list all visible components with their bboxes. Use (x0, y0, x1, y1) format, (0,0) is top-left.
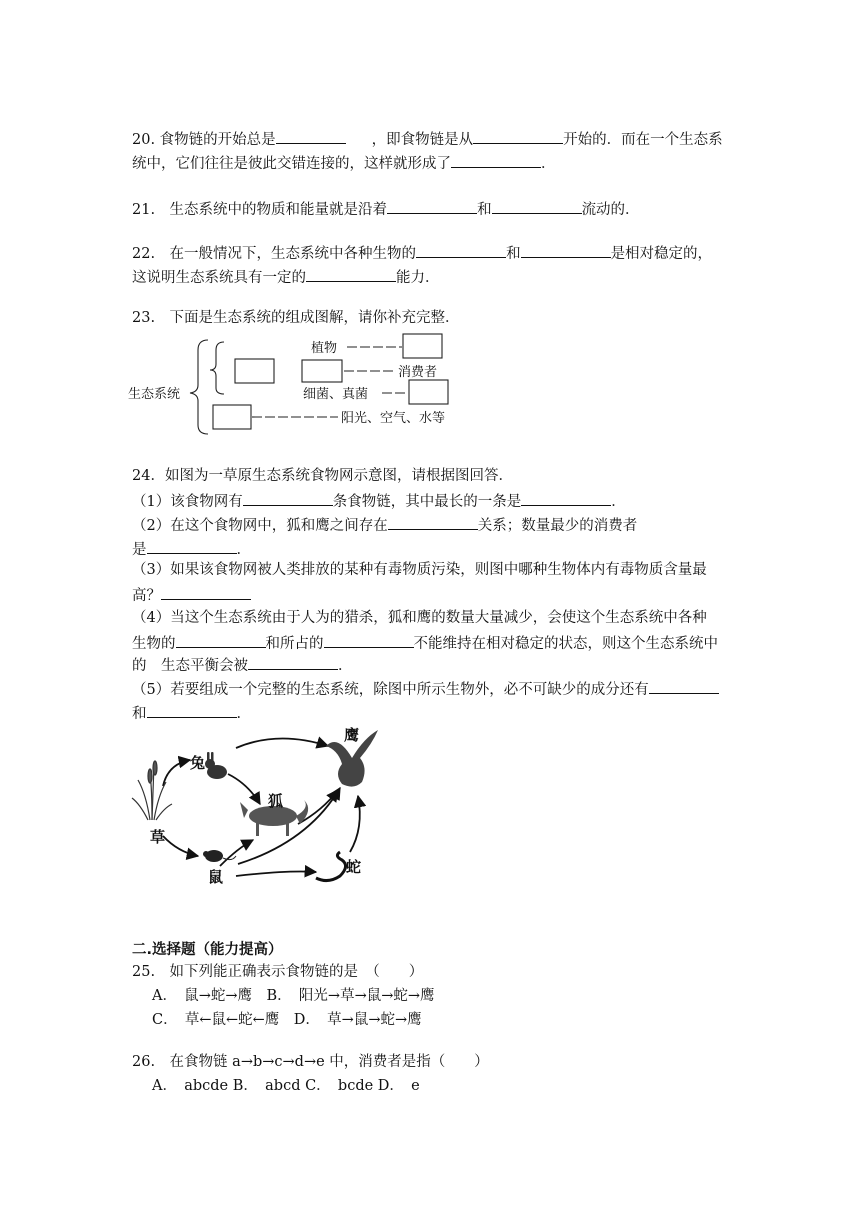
q21-blank-1[interactable] (387, 198, 477, 214)
diagram-abiotic-label: 阳光、空气、水等 (341, 411, 446, 426)
q23-text: 23. 下面是生态系统的组成图解，请你补充完整． (132, 310, 460, 326)
web-label-fox: 狐 (268, 792, 284, 810)
arrow-mouse-snake (236, 872, 316, 877)
section-heading: 二.选择题（能力提高） (132, 942, 283, 958)
q20-line2: 统中，它们往往是彼此交错连接的，这样就形成了 ． (132, 152, 556, 174)
q22-line2: 这说明生态系统具有一定的 能力． (132, 266, 440, 288)
q24-part4-line3: 的 生态平衡会被 ． (132, 654, 353, 676)
q25-options-row1: A． 鼠→蛇→鹰 B． 阳光→草→鼠→蛇→鹰 (152, 988, 435, 1004)
web-label-rabbit: 兔 (190, 754, 206, 772)
q26-text: 26. 在食物链 a→b→c→d→e 中，消费者是指（ ） (132, 1054, 489, 1070)
diagram-plants-label: 植物 (311, 341, 338, 356)
web-label-eagle: 鹰 (344, 726, 360, 744)
q24-part3-line2: 高？ (132, 584, 251, 606)
arrow-snake-eagle (350, 796, 360, 852)
q24-blank-5[interactable] (161, 584, 251, 600)
q20-blank-3[interactable] (451, 152, 541, 168)
arrow-grass-rabbit (163, 760, 190, 786)
q24-part2-line2: 是 ． (132, 538, 251, 560)
q21-blank-2[interactable] (492, 198, 582, 214)
snake-icon (316, 852, 346, 881)
rabbit-icon (205, 752, 227, 779)
q24-part2-line1: （2）在这个食物网中，狐和鹰之间存在 关系；数量最少的消费者 (132, 514, 637, 536)
q24-blank-9[interactable] (649, 678, 719, 694)
arrow-mouse-fox (220, 840, 253, 866)
web-label-grass: 草 (150, 828, 166, 846)
q22-blank-2[interactable] (521, 242, 611, 258)
arrow-rabbit-eagle (236, 738, 328, 748)
q24-blank-7[interactable] (324, 632, 414, 648)
ecosystem-diagram (128, 330, 478, 438)
q22-blank-1[interactable] (416, 242, 506, 258)
q20-blank-1[interactable] (276, 128, 346, 144)
diagram-root-label: 生态系统 (128, 387, 181, 402)
diagram-decomposers-label: 细菌、真菌 (303, 387, 369, 402)
grass-icon (132, 761, 172, 820)
q24-part1: （1）该食物网有 条食物链，其中最长的一条是 ． (132, 490, 626, 512)
q24-part5-line1: （5）若要组成一个完整的生态系统，除图中所示生物外，必不可缺少的成分还有 (132, 678, 719, 700)
diagram-consumers-label: 消费者 (398, 365, 438, 380)
q20-blank-2[interactable] (473, 128, 563, 144)
diagram-box-producers-category[interactable] (235, 359, 274, 383)
q24-blank-4[interactable] (147, 538, 237, 554)
q24-blank-3[interactable] (388, 514, 478, 530)
q24-blank-6[interactable] (176, 632, 266, 648)
q24-intro: 24．如图为一草原生态系统食物网示意图，请根据图回答． (132, 468, 513, 484)
diagram-box-plants-role[interactable] (403, 334, 442, 358)
q25-options-row2: C． 草←鼠←蛇←鹰 D． 草→鼠→蛇→鹰 (152, 1012, 422, 1028)
diagram-box-decomposers-role[interactable] (409, 380, 448, 404)
q25-text: 25. 如下列能正确表示食物链的是 （ ） (132, 964, 424, 980)
diagram-box-animals[interactable] (302, 360, 342, 382)
q22-line1: 22. 在一般情况下，生态系统中各种生物的 和 是相对稳定的， (132, 242, 712, 264)
q24-part5-line2: 和 ． (132, 702, 251, 724)
q24-blank-8[interactable] (248, 654, 338, 670)
q21-line: 21. 生态系统中的物质和能量就是沿着 和 流动的． (132, 198, 640, 220)
q24-blank-1[interactable] (243, 490, 333, 506)
q24-blank-2[interactable] (521, 490, 611, 506)
arrow-rabbit-fox (228, 774, 260, 804)
q24-part4-line1: （4）当这个生态系统由于人为的猎杀，狐和鹰的数量大量减少，会使这个生态系统中各种 (132, 610, 707, 626)
web-label-snake: 蛇 (346, 858, 362, 876)
q26-options-row1: A． abcde B． abcd C． bcde D． e (152, 1078, 420, 1094)
food-web-diagram (128, 724, 384, 886)
q24-blank-10[interactable] (147, 702, 237, 718)
web-label-mouse: 鼠 (208, 868, 224, 886)
q24-part3-line1: （3）如果该食物网被人类排放的某种有毒物质污染，则图中哪种生物体内有毒物质含量最 (132, 562, 707, 578)
q24-part4-line2: 生物的 和所占的 不能维持在相对稳定的状态，则这个生态系统中 (132, 632, 718, 654)
q22-blank-3[interactable] (306, 266, 396, 282)
q20-line1: 20. 食物链的开始总是 ，即食物链是从 开始的．而在一个生态系 (132, 128, 723, 150)
diagram-box-nonliving[interactable] (213, 405, 251, 429)
arrow-grass-mouse (163, 836, 198, 856)
